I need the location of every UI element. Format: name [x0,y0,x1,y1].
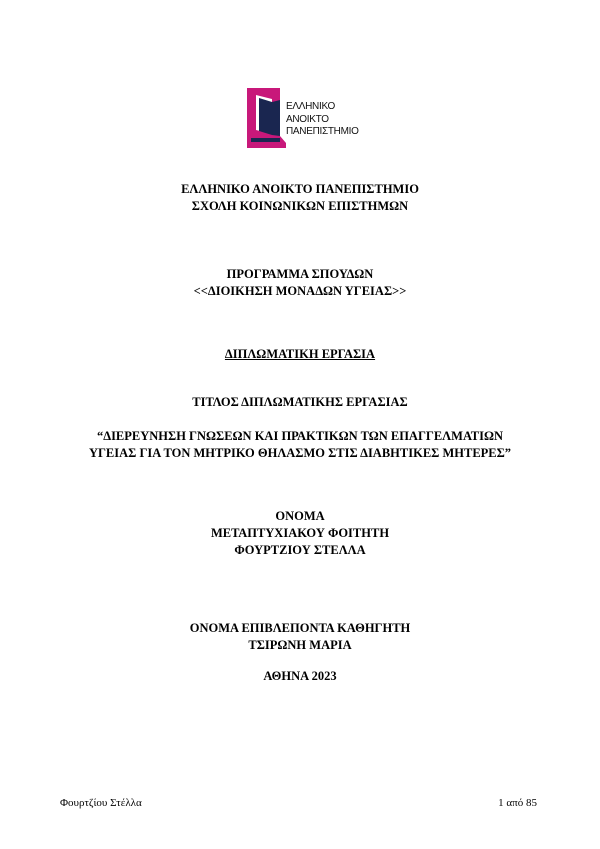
place-date: ΑΘΗΝΑ 2023 [263,669,337,683]
logo-navy-spine-shape [272,100,280,136]
footer-author: Φουρτζίου Στέλλα [60,797,142,809]
program-block [0,266,600,300]
logo-navy-page-shape [259,98,272,135]
program-name: <<ΔΙΟΙΚΗΣΗ ΜΟΝΑΔΩΝ ΥΓΕΙΑΣ>> [193,284,407,298]
logo-line: ΕΛΛΗΝΙΚΟ [286,101,335,112]
doc-type: ΔΙΠΛΩΜΑΤΙΚΗ ΕΡΓΑΣΙΑ [224,347,376,361]
program-label: ΠΡΟΓΡΑΜΜΑ ΣΠΟΥΔΩΝ [226,267,374,281]
thesis-title-label: ΤΙΤΛΟΣ ΔΙΠΛΩΜΑΤΙΚΗΣ ΕΡΓΑΣΙΑΣ [192,395,408,409]
student-name: ΦΟΥΡΤΖΙΟΥ ΣΤΕΛΛΑ [234,543,366,557]
logo-navy-baseline [251,138,280,142]
logo-wordmark [286,101,359,139]
place-date-block [0,668,600,685]
thesis-title-block [0,428,600,462]
footer-page-number: 1 από 85 [498,797,537,809]
student-label: ΟΝΟΜΑ [275,509,325,523]
student-block [0,508,600,559]
supervisor-label: ΟΝΟΜΑ ΕΠΙΒΛΕΠΟΝΤΑ ΚΑΘΗΓΗΤΗ [189,621,411,635]
university-name: ΕΛΛΗΝΙΚΟ ΑΝΟΙΚΤΟ ΠΑΝΕΠΙΣΤΗΜΙΟ [181,182,419,196]
thesis-title-line: ΥΓΕΙΑΣ ΓΙΑ ΤΟΝ ΜΗΤΡΙΚΟ ΘΗΛΑΣΜΟ ΣΤΙΣ ΔΙΑΒΗΤΙΚΕΣ ΜΗΤΕΡΕΣ” [88,446,512,460]
school-name: ΣΧΟΛΗ ΚΟΙΝΩΝΙΚΩΝ ΕΠΙΣΤΗΜΩΝ [191,199,409,213]
doc-type-block [0,346,600,363]
logo-line: ΑΝΟΙΚΤΟ [286,113,329,125]
thesis-title-line: “ΔΙΕΡΕΥΝΗΣΗ ΓΝΩΣΕΩΝ ΚΑΙ ΠΡΑΚΤΙΚΩΝ ΤΩΝ ΕΠΑΓΓΕΛΜΑΤΙΩΝ [96,429,503,443]
logo-line: ΠΑΝΕΠΙΣΤΗΜΙΟ [286,126,359,137]
student-label: ΜΕΤΑΠΤΥΧΙΑΚΟΥ ΦΟΙΤΗΤΗ [210,526,390,540]
institution-block [0,181,600,215]
thesis-title-label-block [0,394,600,411]
supervisor-block [0,620,600,654]
supervisor-name: ΤΣΙΡΩΝΗ ΜΑΡΙΑ [248,638,352,652]
